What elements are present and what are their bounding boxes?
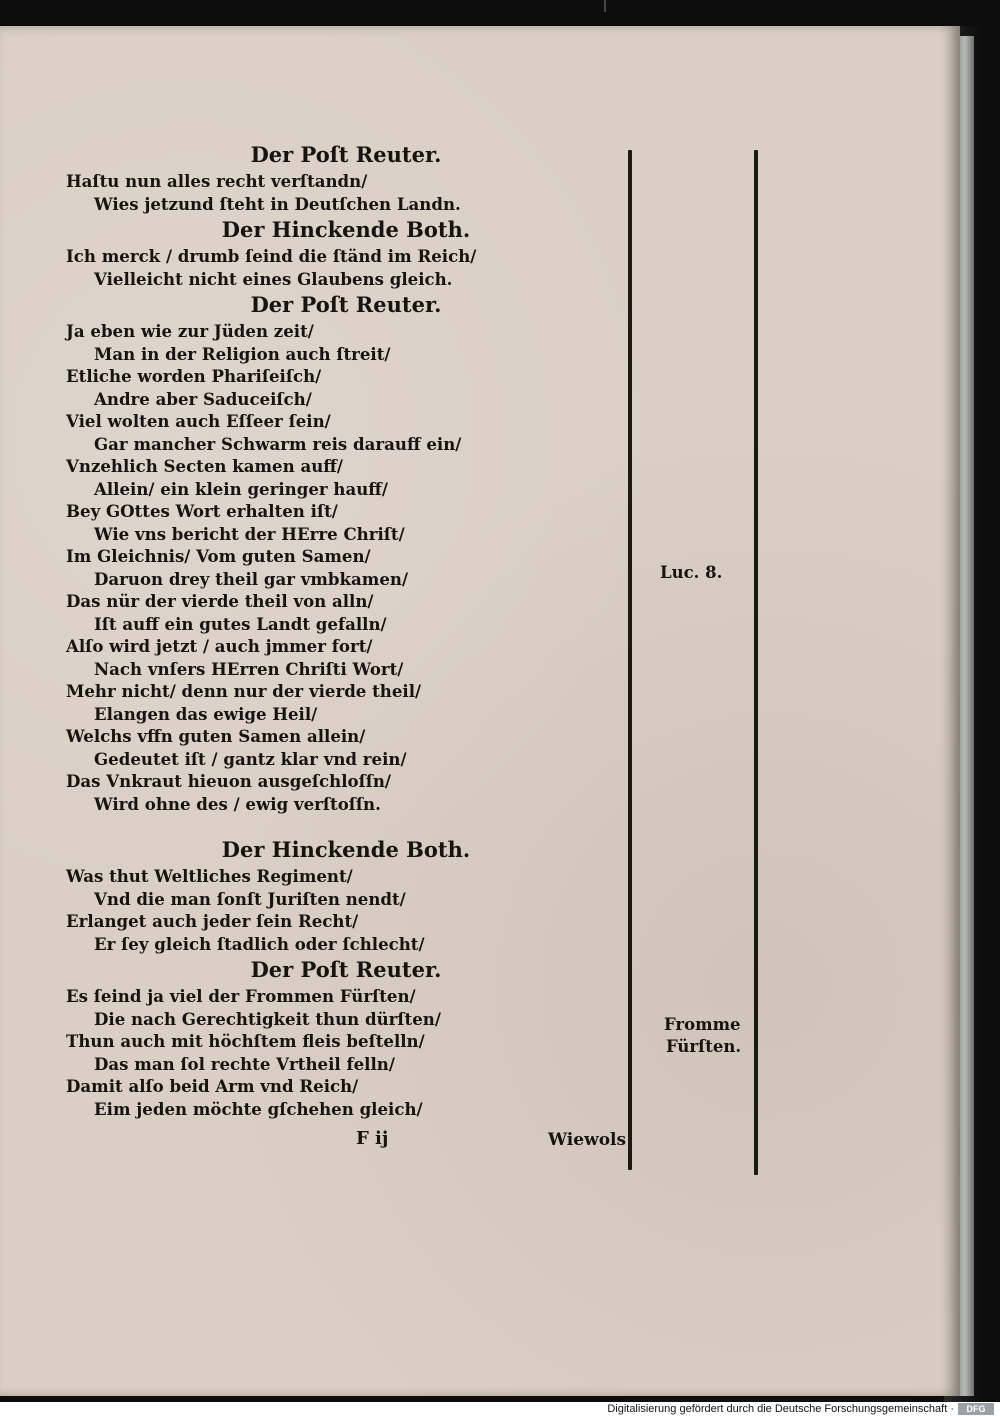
verse-line: Thun auch mit höchſtem fleis beſtelln/ xyxy=(66,1031,425,1051)
verse-line: Gar mancher Schwarm reis darauff ein/ xyxy=(94,433,462,454)
verse-line: Wird ohne des / ewig verſtoſſn. xyxy=(94,793,381,814)
verse-line: Damit alſo beid Arm vnd Reich/ xyxy=(66,1076,359,1096)
verse-line: Gedeutet iſt / gantz klar vnd rein/ xyxy=(94,748,407,769)
verse-line: Wies jetzund ſteht in Deutſchen Landn. xyxy=(94,193,461,214)
verse-line: Das nür der vierde theil von alln/ xyxy=(66,591,374,611)
marginal-note-luc: Luc. 8. xyxy=(660,563,723,582)
verse-line: Elangen das ewige Heil/ xyxy=(94,703,318,724)
verse-line: Die nach Gerechtigkeit thun dürſten/ xyxy=(94,1008,441,1029)
top-tick-mark xyxy=(604,0,606,12)
verse-line: Allein/ ein klein geringer hauff/ xyxy=(94,478,388,499)
verse-line: Eim jeden möchte gſchehen gleich/ xyxy=(94,1098,423,1119)
verse-line: Man in der Religion auch ſtreit/ xyxy=(94,343,391,364)
signature-mark: F ij xyxy=(356,1128,389,1149)
marginal-note-frommen-line1: Fromme xyxy=(664,1015,741,1034)
verse-line: Haſtu nun alles recht verſtandn/ xyxy=(66,171,368,191)
speaker-heading: Der Poſt Reuter. xyxy=(250,957,442,982)
verse-line: Daruon drey theil gar vmbkamen/ xyxy=(94,568,409,589)
marginal-note-frommen xyxy=(664,1014,741,1058)
verse-line: Bey GOttes Wort erhalten iſt/ xyxy=(66,501,338,521)
verse-line: Etliche worden Phariſeiſch/ xyxy=(66,366,322,386)
verse-line: Mehr nicht/ denn nur der vierde theil/ xyxy=(66,681,422,701)
verse-line: Nach vnſers HErren Chriſti Wort/ xyxy=(94,658,404,679)
footer-bar xyxy=(0,1402,1000,1416)
catchword: Wiewols xyxy=(548,1130,627,1150)
stanza-gap xyxy=(66,815,626,835)
main-text-block xyxy=(66,140,626,1120)
margin-rule-left xyxy=(628,150,632,1170)
verse-line: Vnd die man ſonſt Juriſten nendt/ xyxy=(94,888,406,909)
speaker-heading: Der Hinckende Both. xyxy=(221,217,471,242)
verse-line: Andre aber Saduceiſch/ xyxy=(94,388,312,409)
verse-line: Er ſey gleich ſtadlich oder ſchlecht/ xyxy=(94,933,425,954)
verse-line: Das Vnkraut hieuon ausgeſchloſſn/ xyxy=(66,771,391,791)
verse-line: Iſt auff ein gutes Landt gefalln/ xyxy=(94,613,387,634)
speaker-heading: Der Poſt Reuter. xyxy=(250,292,442,317)
verse-line: Was thut Weltliches Regiment/ xyxy=(66,866,353,886)
verse-line: Viel wolten auch Eſſeer ſein/ xyxy=(66,411,331,431)
verse-line: Ich merck / drumb ſeind die ſtänd im Reich/ xyxy=(66,246,477,266)
footer-credit[interactable]: Digitalisierung gefördert durch die Deutsche Forschungsgemeinschaft · xyxy=(607,1403,954,1415)
margin-rule-right xyxy=(754,150,758,1175)
verse-line: Das man ſol rechte Vrtheil felln/ xyxy=(94,1053,395,1074)
verse-line: Ja eben wie zur Jüden zeit/ xyxy=(66,321,314,341)
verse-line: Erlanget auch jeder ſein Recht/ xyxy=(66,911,359,931)
verse-line: Alſo wird jetzt / auch jmmer fort/ xyxy=(66,636,373,656)
verse-line: Vielleicht nicht eines Glaubens gleich. xyxy=(94,268,453,289)
speaker-heading: Der Hinckende Both. xyxy=(221,837,471,862)
verse-line: Vnzehlich Secten kamen auff/ xyxy=(66,456,343,476)
verse-line: Im Gleichnis/ Vom guten Samen/ xyxy=(66,546,371,566)
verse-line: Welchs vffn guten Samen allein/ xyxy=(66,726,366,746)
speaker-heading: Der Poſt Reuter. xyxy=(250,142,442,167)
verse-line: Es ſeind ja viel der Frommen Fürſten/ xyxy=(66,986,416,1006)
verse-line: Wie vns bericht der HErre Chriſt/ xyxy=(94,523,405,544)
page-gutter-shadow xyxy=(940,26,960,1396)
marginal-note-frommen-line2: Fürſten. xyxy=(666,1037,742,1056)
dfg-logo[interactable]: DFG xyxy=(958,1403,994,1415)
